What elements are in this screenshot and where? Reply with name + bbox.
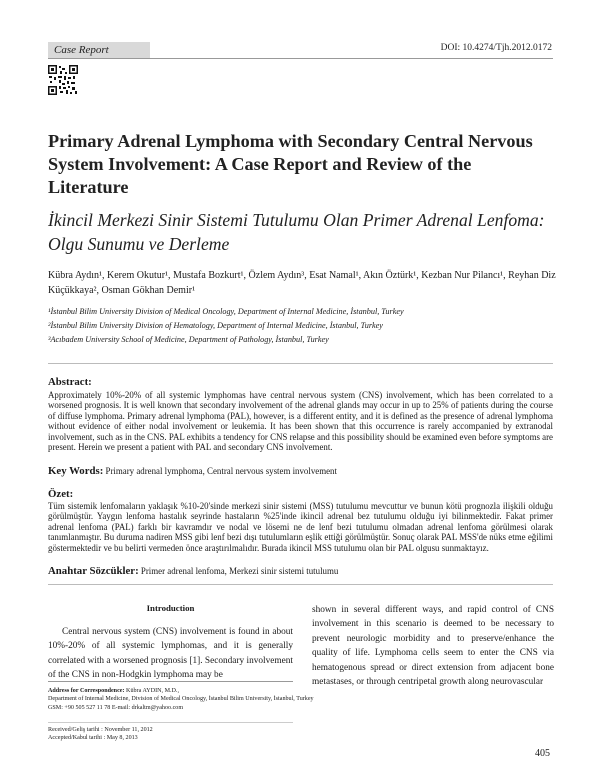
section-rule — [48, 584, 553, 585]
accepted-date: : May 8, 2013 — [103, 735, 138, 742]
correspondence-contact: GSM: +90 505 527 11 78 E-mail: drkaltm@yahoo.com — [48, 704, 184, 711]
keywords-line — [48, 466, 553, 477]
received-date: : November 11, 2012 — [101, 727, 153, 733]
abstract-heading: Abstract: — [48, 376, 92, 388]
case-report-tag: Case Report — [48, 42, 150, 58]
keywords-text: Primary adrenal lymphoma, Central nervous system involvement — [105, 466, 337, 476]
abstract-rule — [48, 363, 553, 364]
dates-block — [48, 726, 293, 743]
doi: DOI: 10.4274/Tjh.2012.0172 — [440, 43, 552, 53]
ozet-text: Tüm sistemik lenfomaların yaklaşık %10-20'sinde merkezi sinir sistemi (MSS) tutulumu mevcuttur ve bunun kötü prognozla ilişkili olduğu görülmüştür. Yaygın lenfoma hastalık seyrinde hastaların %25'inde ikincil adrenal bez tutulumu olduğu iyi bilinmektedir. Fakat primer adrenal lenfoma (PAL) farklı bir kavramdır ve nodal ve lösemi ne de lenf bezi tutulumu olmadan adrenal lenfoma görülmesi olarak tanımlanmıştır. Bu duruma nadiren MSS gibi lenf bezi dışı tutulumların eşlik ettiği görülmüştür. Sonuç olarak PAL MSS'de nüks etme eğilimi göstermektedir ve bu belirti vermeden önce araştırılmalıdır. Burada ikincil MSS tutulumu olan bir PAL olgusu sunmaktayız. — [48, 501, 553, 553]
anahtar-keywords-line — [48, 566, 553, 577]
header-rule — [48, 58, 553, 59]
dates-rule — [48, 722, 293, 723]
correspondence-label: Address for Correspondence: — [48, 688, 125, 694]
abstract-text: Approximately 10%-20% of all systemic lymphomas have central nervous system (CNS) involvement, which has been correlated to a worsened prognosis. It is well known that secondary involvement of the adrenal glands may occur in up to 25% of patients during the course of diffuse lymphoma. Primary adrenal lymphoma (PAL), however, is a different entity, and it is defined as the presence of adrenal lymphoma without evidence of either nodal involvement or leukemia. It has been shown that this occurrence is rarely accompanied by extranodal involvement, such as in the CNS. PAL exhibits a tendency for CNS relapse and this possibility should be examined even before symptoms are present. Herein we present a patient with PAL and secondary CNS involvement. — [48, 390, 553, 453]
keywords-label: Key Words: — [48, 465, 104, 477]
affiliation-3: ³Acıbadem University School of Medicine, Department of Pathology, İstanbul, Turkey — [48, 335, 329, 344]
received-label: Received/Geliş tarihi — [48, 727, 100, 733]
introduction-column-1: Central nervous system (CNS) involvement is found in about 10%-20% of all systemic lymphomas, and it is generally correlated with a worsened prognosis [1]. Secondary involvement of the CNS in non-Hodgkin lymphoma may be — [48, 627, 293, 681]
accepted-label: Accepted/Kabul tarihi — [48, 735, 102, 742]
introduction-column-2: shown in several different ways, and rapid control of CNS involvement in this scenario is deemed to be necessary to prevent neurologic morbidity and to preserve/enhance the quality of life. Lymphoma cells seem to enter the CNS via hematogenous spread or direct extension from adjacent bone metastases, or through centripetal growth along neurovascular — [312, 605, 554, 688]
correspondence-block — [48, 687, 348, 712]
correspondence-name: Kübra AYDIN, M.D., — [126, 688, 179, 694]
article-title: Primary Adrenal Lymphoma with Secondary Central Nervous System Involvement: A Case Report and Review of the Literature — [48, 131, 533, 197]
introduction-heading: Introduction — [146, 603, 195, 613]
correspondence-address: Department of Internal Medicine, Division of Medical Oncology, İstanbul Bilim University, İstanbul, Turkey — [48, 696, 314, 703]
qr-code-icon — [48, 65, 78, 95]
page-number: 405 — [535, 748, 550, 759]
affiliation-1: ¹İstanbul Bilim University Division of Medical Oncology, Department of Internal Medicine, İstanbul, Turkey — [48, 307, 404, 316]
correspondence-rule — [48, 681, 293, 682]
article-title-turkish: İkincil Merkezi Sinir Sistemi Tutulumu Olan Primer Adrenal Lenfoma: Olgu Sunumu ve Derleme — [48, 210, 545, 254]
anahtar-keywords-label: Anahtar Sözcükler: — [48, 565, 139, 577]
affiliation-2: ²İstanbul Bilim University Division of Hematology, Department of Internal Medicine, İstanbul, Turkey — [48, 321, 383, 330]
author-list: Kübra Aydın¹, Kerem Okutur¹, Mustafa Bozkurt¹, Özlem Aydın³, Esat Namal¹, Akın Öztürk¹, Kezban Nur Pilancı¹, Reyhan Diz Küçükkaya², Osman Gökhan Demir¹ — [48, 270, 556, 296]
ozet-heading: Özet: — [48, 488, 74, 500]
anahtar-keywords-text: Primer adrenal lenfoma, Merkezi sinir sistemi tutulumu — [140, 566, 339, 576]
